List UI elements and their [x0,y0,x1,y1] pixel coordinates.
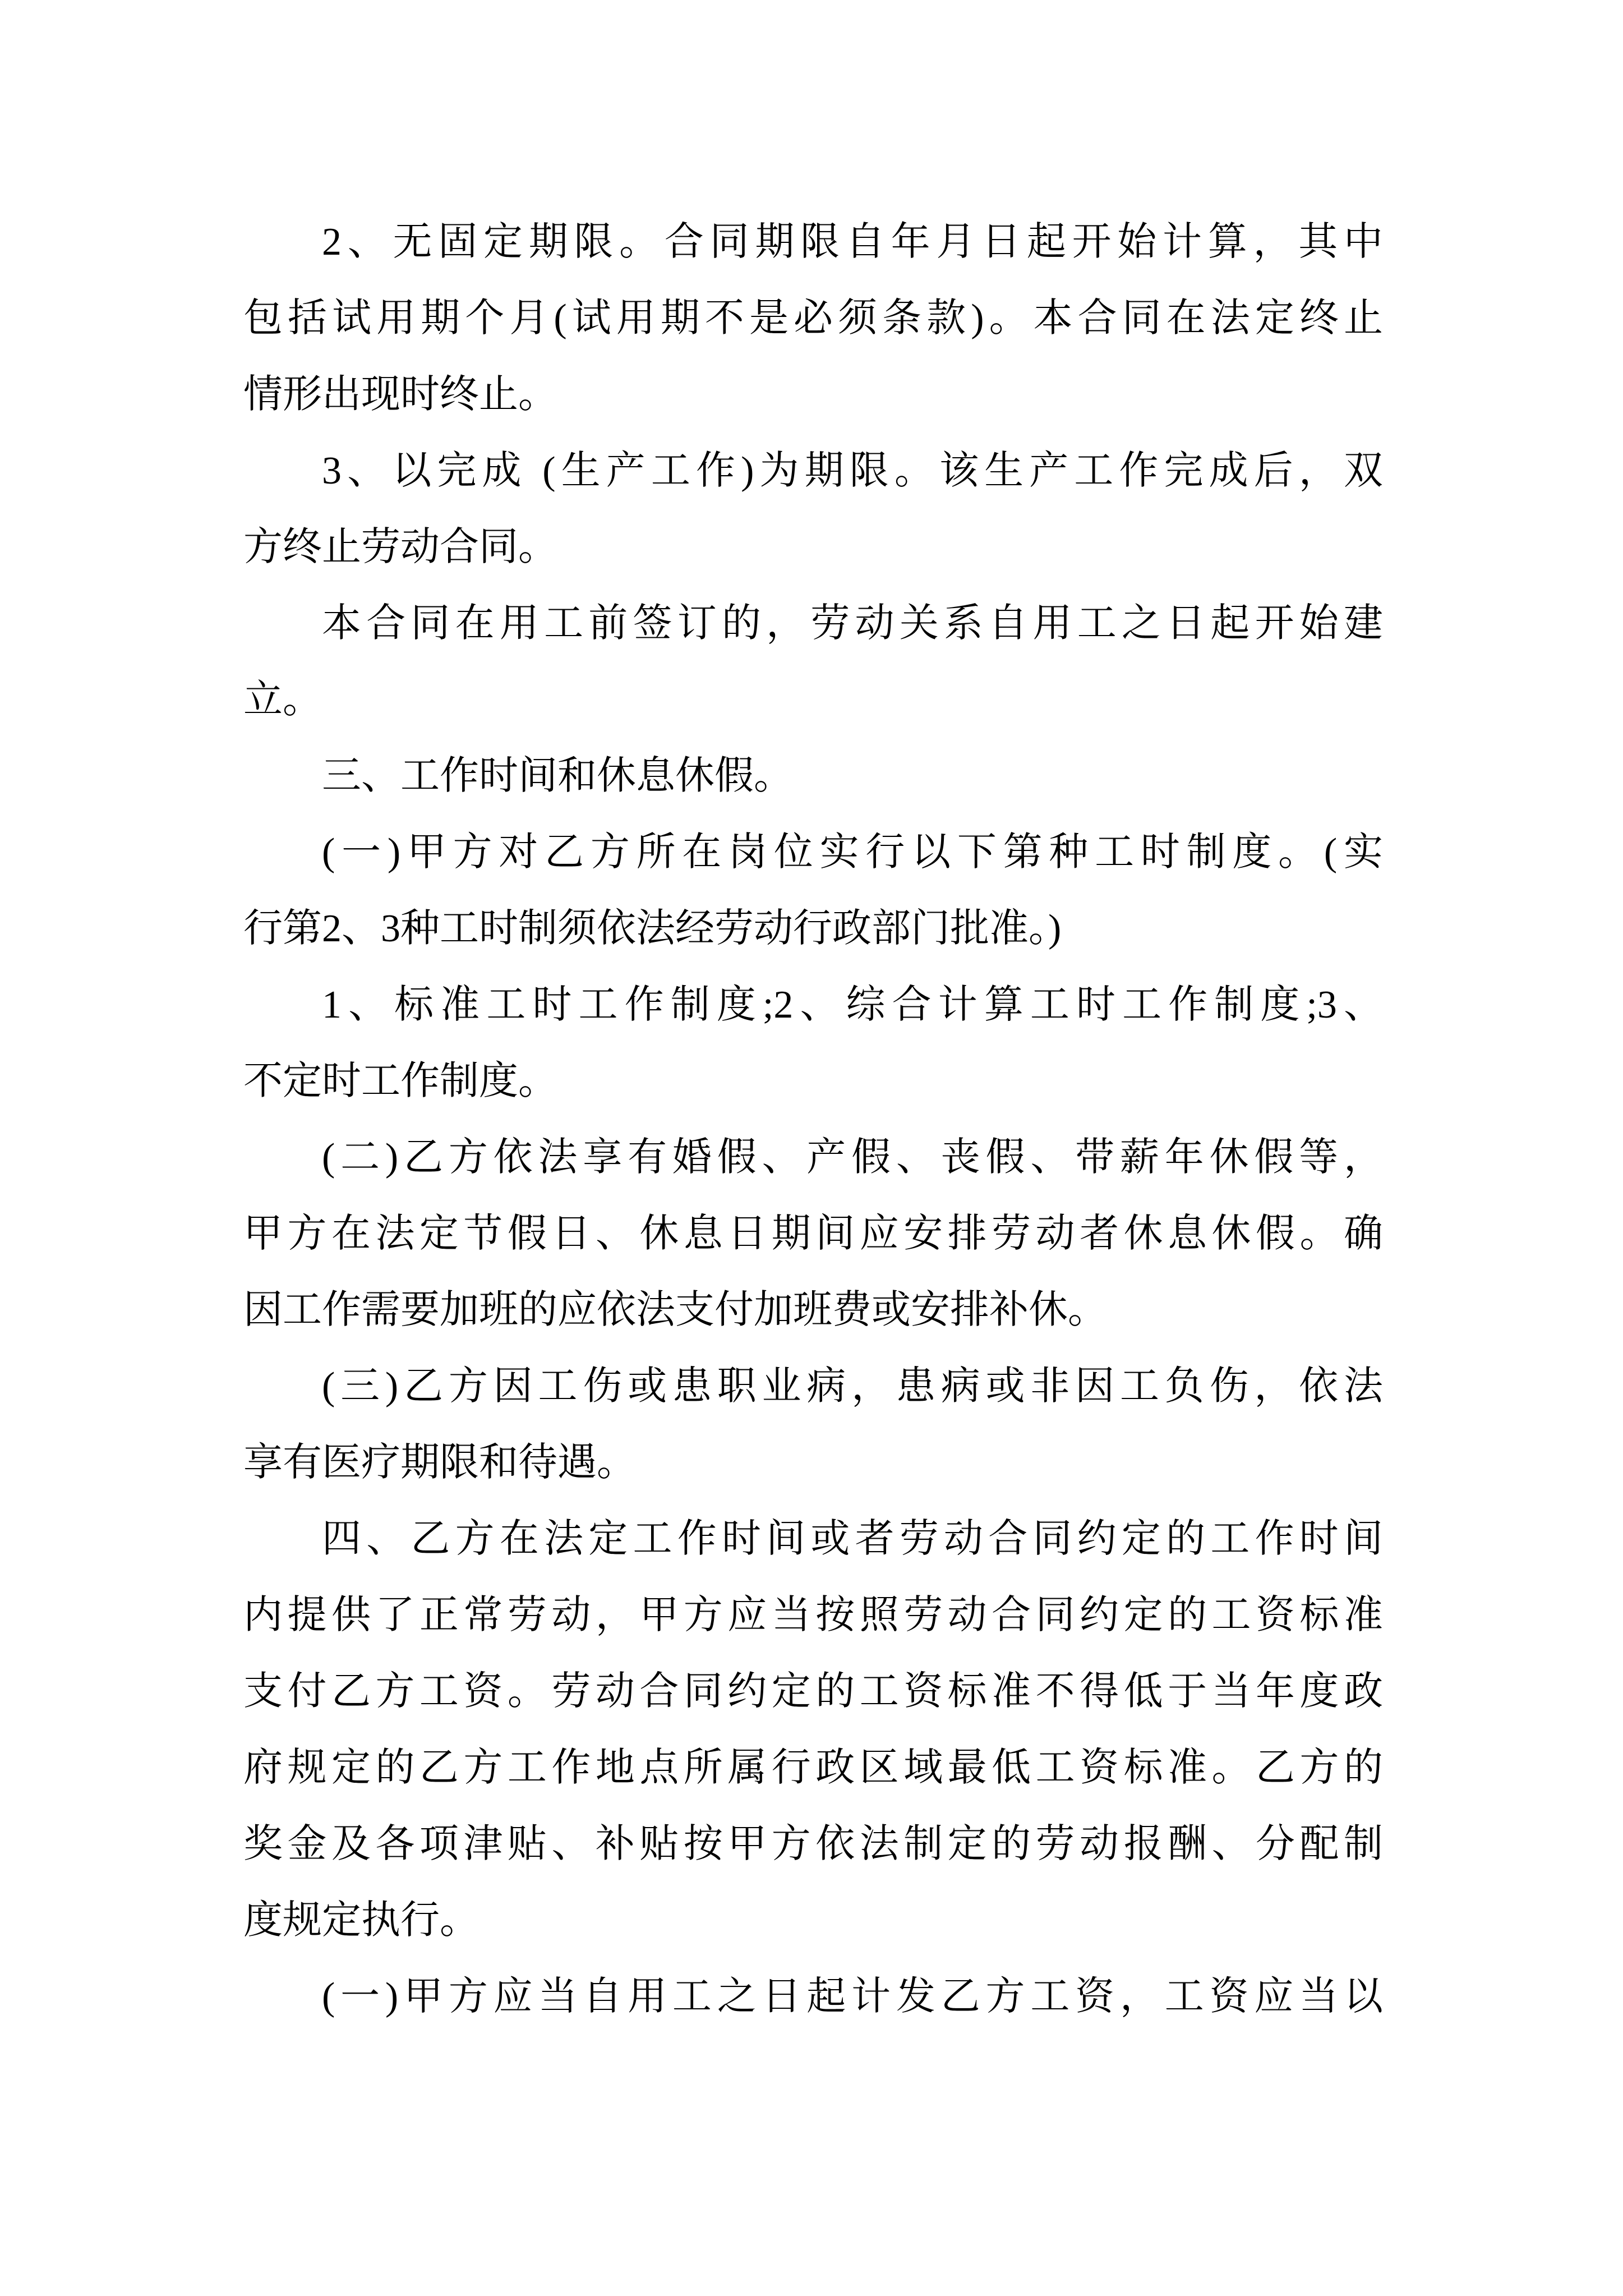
text-line-12: 不定时工作制度。 [243,1060,557,1103]
text-line-1: 2、无固定期限。合同期限自年月日起开始计算，其中 [322,220,1383,264]
text-line-15: 因工作需要加班的应依法支付加班费或安排补休。 [243,1289,1107,1332]
text-line-18: 四、乙方在法定工作时间或者劳动合同约定的工作时间 [322,1517,1383,1561]
text-line-9: (一)甲方对乙方所在岗位实行以下第种工时制度。(实 [322,831,1383,874]
contract-text-block [243,204,1383,2035]
text-line-3: 情形出现时终止。 [243,373,557,416]
text-line-20: 支付乙方工资。劳动合同约定的工资标准不得低于当年度政 [243,1670,1383,1713]
text-line-14: 甲方在法定节假日、休息日期间应安排劳动者休息休假。确 [243,1212,1383,1255]
text-line-6: 本合同在用工前签订的，劳动关系自用工之日起开始建 [322,602,1383,645]
text-line-2: 包括试用期个月(试用期不是必须条款)。本合同在法定终止 [243,297,1383,340]
text-line-7: 立。 [243,678,322,721]
text-line-11: 1、标准工时工作制度;2、综合计算工时工作制度;3、 [322,983,1383,1027]
text-line-16: (三)乙方因工伤或患职业病，患病或非因工负伤，依法 [322,1365,1383,1408]
text-line-19: 内提供了正常劳动，甲方应当按照劳动合同约定的工资标准 [243,1594,1383,1637]
text-line-5: 方终止劳动合同。 [243,526,557,569]
text-line-24: (一)甲方应当自用工之日起计发乙方工资，工资应当以 [322,1975,1383,2018]
text-line-21: 府规定的乙方工作地点所属行政区域最低工资标准。乙方的 [243,1746,1383,1789]
text-line-8: 三、工作时间和休息休假。 [322,754,793,798]
text-line-22: 奖金及各项津贴、补贴按甲方依法制定的劳动报酬、分配制 [243,1823,1383,1866]
text-line-10: 行第2、3种工时制须依法经劳动行政部门批准。) [243,907,1062,950]
text-line-4: 3、以完成 (生产工作)为期限。该生产工作完成后，双 [322,449,1383,493]
text-line-23: 度规定执行。 [243,1899,479,1942]
text-line-17: 享有医疗期限和待遇。 [243,1441,636,1484]
text-line-13: (二)乙方依法享有婚假、产假、丧假、带薪年休假等， [322,1136,1383,1179]
